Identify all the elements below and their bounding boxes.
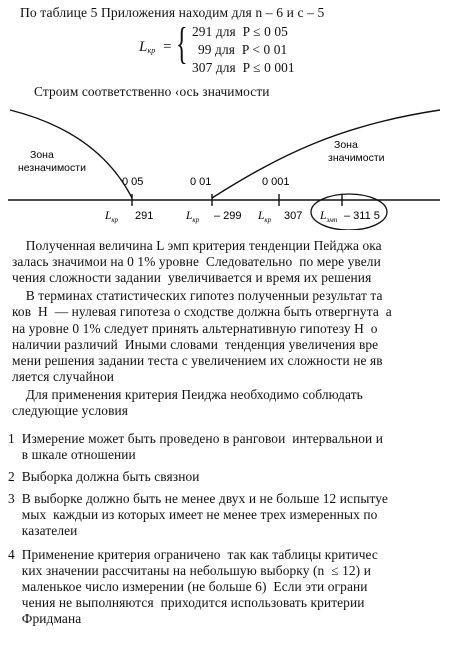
level-label-001: 0 01 — [190, 176, 212, 188]
paragraph-line: на уровне 0 1% следует принять альтернативную гипотезу H о — [12, 321, 378, 336]
condition-line: мых каждыи из которых имеет не менее трех измеренных по — [8, 507, 378, 522]
formula-case-3: 307 для P ≤ 0 001 — [192, 60, 295, 75]
condition-line: маленькое число измерении (не больше 6) Если эти ограни — [8, 579, 368, 594]
intro-text: По таблице 5 Приложения находим для n – 6 и c – 5 — [20, 5, 325, 20]
tick-value-307: 307 — [284, 210, 303, 222]
paragraph-line: мени решения задании теста с увеличением их сложности не яв — [12, 353, 383, 368]
condition-line: 1 Измерение может быть проведено в ранговои интервальнои и — [8, 431, 384, 446]
level-label-0001: 0 001 — [262, 176, 290, 188]
zone-sig-line2: значимости — [328, 152, 385, 164]
condition-line: казателеи — [8, 523, 78, 538]
formula-case-2: 99 для P < 0 01 — [198, 42, 288, 57]
paragraph-line: ляется случайнои — [12, 369, 115, 384]
paragraph-line: Полученная величина L эмп критерия тенденции Пейджа ока — [12, 238, 382, 253]
condition-line: чения не выполняются приходится использовать критерии — [8, 595, 365, 610]
tick-L-2: $L_{кр}$ — [186, 210, 200, 224]
significance-axis-diagram — [0, 100, 453, 230]
condition-line: ких значении рассчитаны на небольшую выборку (n ≤ 12) и — [8, 563, 371, 578]
paragraph-line: чения сложности задании увеличивается и время их решения — [12, 270, 372, 285]
formula-case-1: 291 для P ≤ 0 05 — [192, 24, 288, 39]
zone-sig-line1: Зона — [334, 139, 358, 151]
condition-line: 3 В выборке должно быть не менее двух и не больше 12 испытуе — [8, 491, 388, 506]
paragraph-line: ков H — нулевая гипотеза о сходстве должна быть отвергнута а — [12, 304, 392, 319]
zone-insig-line1: Зона — [30, 149, 54, 161]
paragraph-line: следующие условия — [12, 403, 129, 418]
paragraph-line: наличии различий Иными словами тенденция увеличения вре — [12, 337, 379, 352]
paragraph-line: В терминах статистических гипотез полученныи результат та — [12, 288, 383, 303]
condition-line: в шкале отношении — [8, 447, 136, 462]
tick-value-291: 291 — [135, 210, 154, 222]
condition-line: 4 Применение критерия ограничено так как таблицы критичес — [8, 547, 378, 562]
tick-L-emp: $L_{эмп}$ — [320, 210, 338, 224]
tick-value-299: – 299 — [214, 210, 242, 222]
paragraph-line: Для применения критерия Пеиджа необходимо соблюдать — [12, 387, 363, 402]
insignificance-curve — [10, 110, 132, 198]
significance-curve — [212, 110, 440, 198]
tick-value-3115: – 311 5 — [344, 210, 380, 222]
paragraph-line: залась значимои на 0 1% уровне Следовательно по мере увели — [12, 254, 381, 269]
formula-lhs: $L_{кр}$ — [139, 39, 156, 55]
tick-L-3: $L_{кр}$ — [258, 210, 272, 224]
axis-caption: Строим соответственно ‹ось значимости — [34, 84, 270, 99]
condition-line: 2 Выборка должна быть связнои — [8, 469, 200, 484]
tick-L-1: $L_{кр}$ — [105, 210, 119, 224]
formula-equals: = — [163, 39, 172, 55]
level-label-005: 0 05 — [122, 176, 144, 188]
formula-brace: { — [176, 19, 188, 68]
zone-insig-line2: незначимости — [18, 162, 86, 174]
condition-line: Фридмана — [8, 611, 82, 626]
